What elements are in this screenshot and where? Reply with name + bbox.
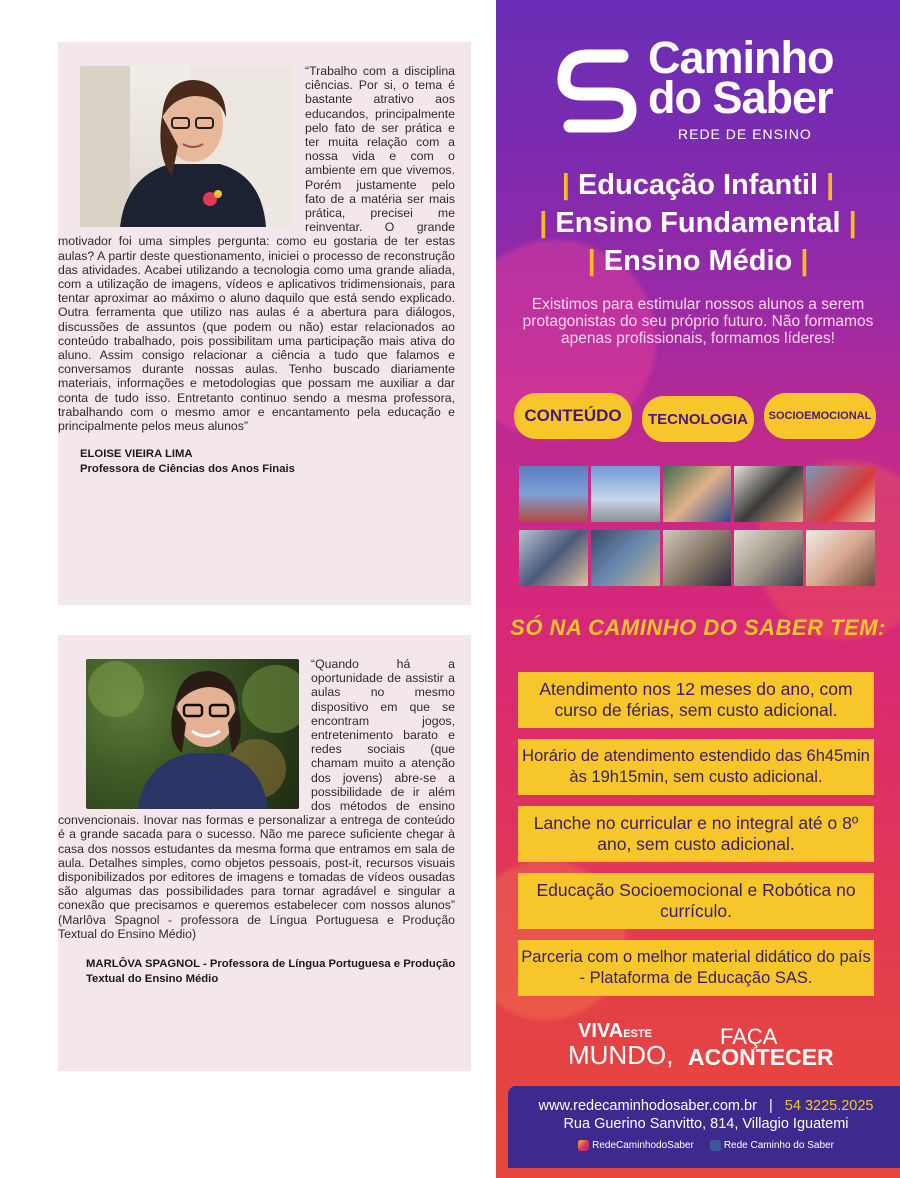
address: Rua Guerino Sanvitto, 814, Villagio Iguatemi [563,1116,849,1132]
contact-web-phone [508,1098,900,1114]
slogan-word: VIVA [578,1020,624,1042]
author-block-marlova [58,941,471,987]
separator: | [768,1098,773,1114]
slogan-acontecer: ACONTECER [688,1044,834,1070]
author-role: Professora de Ciências dos Anos Finais [80,463,295,476]
students-lab-photo [806,466,875,522]
photo-strip-bottom [519,530,875,586]
author-name: ELOISE VIEIRA LIMA [80,448,193,461]
benefit-item: Atendimento nos 12 meses do ano, com curso de férias, sem custo adicional. [518,672,874,728]
website-link[interactable]: www.redecaminhodosaber.com.br [538,1098,757,1114]
school-building-photo [519,466,588,522]
benefit-item: Parceria com o melhor material didático do país - Plataforma de Educação SAS. [518,940,874,996]
testimonial-card-marlova [58,635,471,1071]
author-block-eloise [58,433,471,477]
slogan-faca: FAÇA [720,1024,778,1049]
facebook-handle: Rede Caminho do Saber [723,1140,834,1152]
robotics-photo [591,530,660,586]
phone-number[interactable]: 54 3225.2025 [784,1098,874,1114]
school-advertisement [496,0,900,1178]
education-level-2: | Ensino Fundamental | [539,207,857,239]
classroom-photo [734,530,803,586]
classroom-photo [663,530,732,586]
education-level-3: | Ensino Médio | [587,245,809,277]
pillar-socioemotional: SOCIOEMOCIONAL [764,393,876,439]
author-role: - Professora de Língua Portuguesa e Produção Textual do Ensino Médio [86,958,456,986]
students-classroom-photo [663,466,732,522]
level-label: Educação Infantil [577,169,819,201]
pillar-content: CONTEÚDO [514,393,632,439]
instagram-link[interactable] [578,1140,694,1151]
pillar-technology: TECNOLOGIA [642,396,754,442]
teacher-photo-marlova [86,659,299,809]
teacher-photo-eloise [80,66,293,227]
mission-statement: Existimos para estimular nossos alunos a serem protagonistas do seu próprio futuro. Não formamos apenas profissionais, formamos líderes! [522,296,874,347]
level-label: Ensino Fundamental [555,207,841,239]
brand-subtitle: REDE DE ENSINO [678,126,812,142]
photo-strip-top [519,466,875,522]
contact-panel [508,1086,900,1168]
brand-line-1: Caminho [648,32,834,83]
science-class-photo [806,530,875,586]
testimonial-quote-eloise: “Trabalho com a disciplina ciências. Por si, o tema é bastante atrativo aos educandos, principalmente pelo fato de ser prática e ter muita relação com a nossa vida e com o ambiente em que vivemos. Porém justamente pelo fato de a matéria ser mais prática, precisei me reinventar. O grande motivador foi uma simples pergunta: como eu gostaria de ter estas aulas? A partir deste questionamento, iniciei o processo de reconstrução das atividades. Acabei utilizando a tecnologia como uma grande aliada, com a utilização de imagens, vídeos e aplicativos tridimensionais, para tentar aproximar ao máximo o aluno daquilo que está sendo explicado. Outra ferramenta que utilizo nas aulas é a abertura para diálogos, discussões de assuntos (que podem ou não) estar relacionados ao conteúdo trabalhado, pois possibilitam uma participação mais ativa do aluno. Assim consigo relacionar a ciência a tudo que falamos e conversamos durante nossas aulas. Tenho buscado diariamente materiais, informações e metodologias que possam me auxiliar a dar conta de tudo isso. Entretanto continuo sendo a mesma professora, trabalhando com o mesmo amor e encantamento pela educação e principalmente pelos meus alunos” [58,64,455,434]
robotics-photo [519,530,588,586]
facebook-icon [710,1140,721,1151]
teacher-portrait-illustration [80,66,293,227]
level-label: Ensino Médio [603,245,793,277]
slogan-word: ESTE [623,1028,652,1040]
brand-line-2: do Saber [648,72,833,123]
testimonial-quote-marlova: “Quando há a oportunidade de assistir a aulas no mesmo dispositivo em que se encontram jogos, entretenimento barato e redes sociais (que chamam muito a atenção dos jovens) abre-se a possibilidade de ir além dos métodos de ensino convencionais. Inovar nas formas e personalizar a entrega de conteúdo é a grande sacada para o sucesso. Não me parece suficiente chegar à casa dos nossos estudantes da mesma forma que entramos em sala de aula. Detalhes simples, como objetos pessoais, post-it, recursos visuais disponibilizados por editores de imagens e tomadas de vídeos ousadas são algumas das possibilidades para tornar agradável e singular a conexão que precisamos e queremos estabelecer com nossos alunos” (Marlôva Spagnol - professora de Língua Portuguesa e Produção Textual do Ensino Médio) [58,657,455,941]
education-level-1: | Educação Infantil | [561,169,835,201]
school-building-photo [591,466,660,522]
benefits-heading: SÓ NA CAMINHO DO SABER TEM: [510,615,886,640]
testimonial-card-eloise [58,42,471,605]
facebook-link[interactable] [710,1140,834,1151]
benefit-item: Lanche no curricular e no integral até o 8º ano, sem custo adicional. [518,806,874,862]
social-links [508,1140,900,1151]
slogan-mundo: MUNDO, [568,1040,674,1070]
brand-name [648,32,834,123]
brand-s-icon [552,42,644,138]
students-computer-photo [734,466,803,522]
teacher-portrait-illustration [86,659,299,809]
author-name: MARLÔVA SPAGNOL [86,958,200,971]
brand-logo [552,32,852,148]
instagram-icon [578,1140,589,1151]
instagram-handle: RedeCaminhodoSaber [592,1140,694,1152]
benefit-item: Horário de atendimento estendido das 6h45min às 19h15min, sem custo adicional. [518,739,874,795]
benefit-item: Educação Socioemocional e Robótica no currículo. [518,873,874,929]
